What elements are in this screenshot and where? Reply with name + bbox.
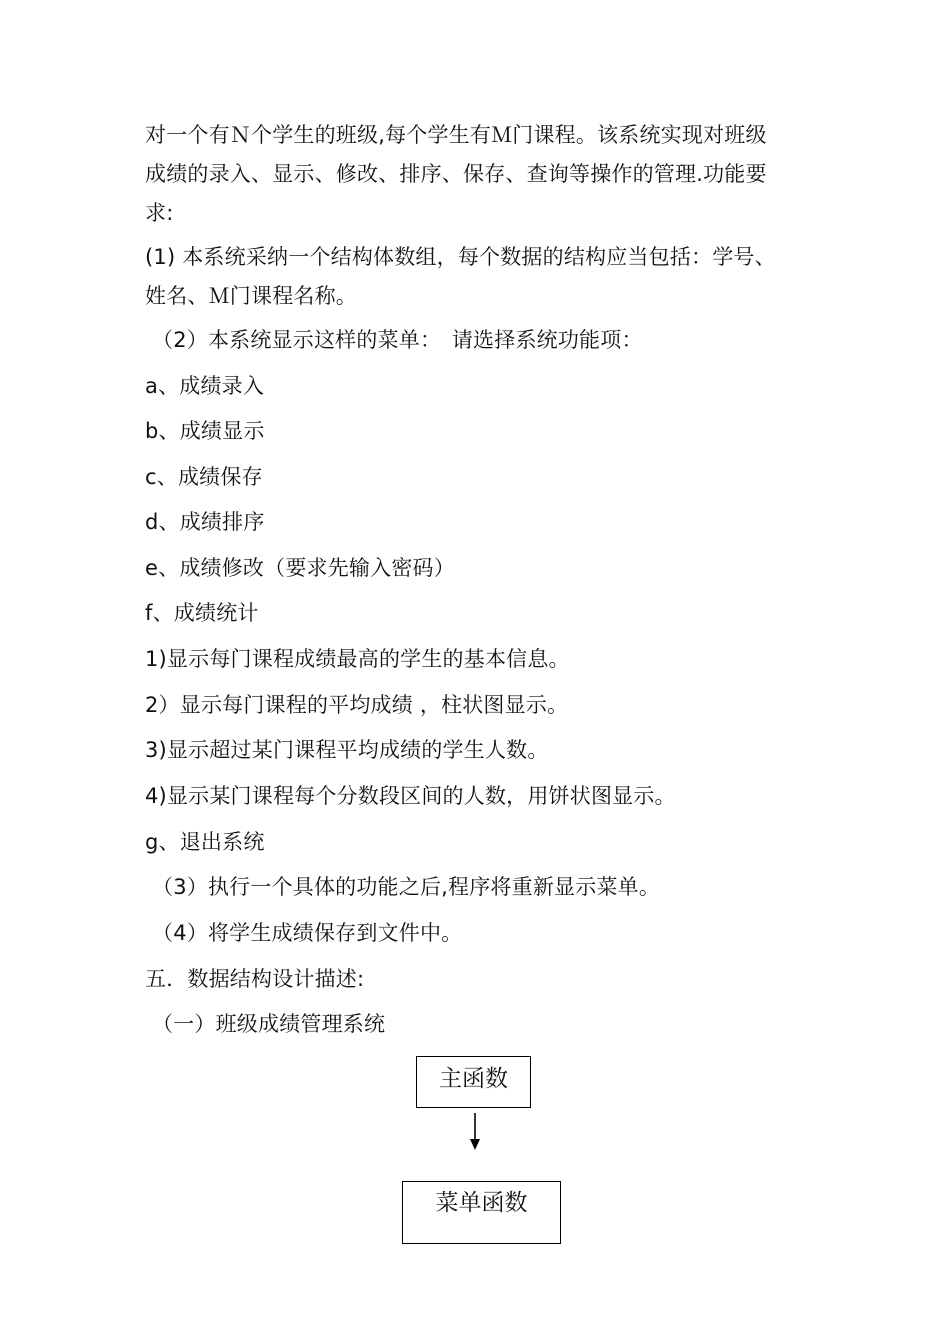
flowchart-main-function-box bbox=[416, 1056, 531, 1108]
requirement-1-line-1: (1) 本系统采纳一个结构体数组，每个数据的结构应当包括：学号、 bbox=[145, 245, 776, 269]
menu-item-a: a、成绩录入 bbox=[145, 374, 265, 398]
requirement-2: （2）本系统显示这样的菜单： 请选择系统功能项： bbox=[152, 328, 643, 352]
flowchart-menu-function-box bbox=[402, 1181, 561, 1244]
flowchart-main-function-label: 主函数 bbox=[439, 1066, 508, 1092]
requirement-3: （3）执行一个具体的功能之后,程序将重新显示菜单。 bbox=[152, 875, 661, 899]
requirement-1-line-2: 姓名、Ｍ门课程名称。 bbox=[145, 284, 357, 308]
intro-line-2: 成绩的录入、显示、修改、排序、保存、查询等操作的管理.功能要 bbox=[145, 162, 767, 186]
menu-item-b: b、成绩显示 bbox=[145, 419, 265, 443]
subsection-heading-1: （一）班级成绩管理系统 bbox=[152, 1012, 386, 1036]
section-heading-5: 五．数据结构设计描述: bbox=[145, 967, 365, 991]
stat-item-2: 2）显示每门课程的平均成绩 ，柱状图显示。 bbox=[145, 693, 569, 717]
stat-item-3: 3)显示超过某门课程平均成绩的学生人数。 bbox=[145, 738, 549, 762]
menu-item-d: d、成绩排序 bbox=[145, 510, 265, 534]
menu-item-c: c、成绩保存 bbox=[145, 465, 263, 489]
intro-line-1: 对一个有Ｎ个学生的班级,每个学生有Ｍ门课程。该系统实现对班级 bbox=[145, 123, 767, 147]
flowchart-arrow-down-icon bbox=[465, 1113, 485, 1151]
menu-item-g: g、退出系统 bbox=[145, 830, 265, 854]
flowchart-menu-function-label: 菜单函数 bbox=[435, 1190, 528, 1216]
menu-item-f: f、成绩统计 bbox=[145, 601, 259, 625]
requirement-4: （4）将学生成绩保存到文件中。 bbox=[152, 921, 463, 945]
stat-item-1: 1)显示每门课程成绩最高的学生的基本信息。 bbox=[145, 647, 570, 671]
intro-line-3: 求: bbox=[145, 201, 174, 225]
menu-item-e: e、成绩修改（要求先输入密码） bbox=[145, 556, 455, 580]
stat-item-4: 4)显示某门课程每个分数段区间的人数，用饼状图显示。 bbox=[145, 784, 676, 808]
